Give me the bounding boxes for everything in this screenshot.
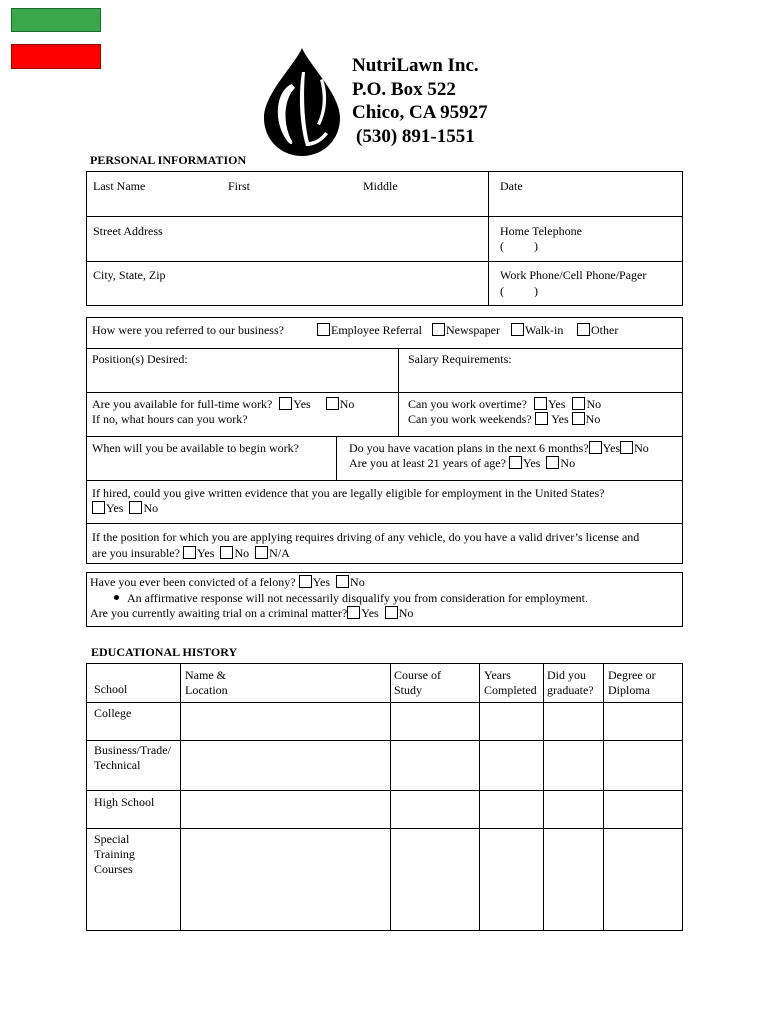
header-degree-diploma: Degree or Diploma bbox=[608, 668, 656, 697]
divider bbox=[180, 663, 181, 931]
positions-desired-label: Position(s) Desired: bbox=[92, 352, 188, 366]
trial-yes-checkbox[interactable] bbox=[347, 606, 360, 619]
felony-yes-checkbox[interactable] bbox=[299, 575, 312, 588]
middle-name-label: Middle bbox=[363, 179, 398, 193]
city-state-zip-label: City, State, Zip bbox=[93, 268, 166, 282]
header-school: School bbox=[94, 682, 128, 696]
header-course-of-study: Course of Study bbox=[394, 668, 441, 697]
divider bbox=[488, 171, 489, 306]
company-city: Chico, CA 95927 bbox=[352, 102, 488, 123]
divider bbox=[86, 740, 683, 741]
driving-yes-checkbox[interactable] bbox=[183, 546, 196, 559]
personal-info-title: PERSONAL INFORMATION bbox=[90, 153, 247, 167]
row-college: College bbox=[94, 706, 132, 720]
divider bbox=[86, 261, 683, 262]
header-did-you-graduate: Did you graduate? bbox=[547, 668, 594, 697]
trial-question: Are you currently awaiting trial on a criminal matter? Yes No bbox=[90, 606, 414, 620]
referral-option-walkin[interactable]: Walk-in bbox=[511, 323, 563, 338]
eligibility-answers: Yes No bbox=[92, 501, 158, 516]
other-checkbox[interactable] bbox=[577, 323, 590, 336]
insurable-question: are you insurable? Yes No N/A bbox=[92, 546, 290, 560]
row-special-training: Special Training Courses bbox=[94, 832, 135, 876]
street-address-label: Street Address bbox=[93, 224, 163, 238]
eligibility-question: If hired, could you give written evidence that you are legally eligible for employment in the United States? bbox=[92, 486, 605, 500]
company-phone: (530) 891-1551 bbox=[356, 125, 475, 147]
green-button[interactable] bbox=[11, 8, 101, 32]
vacation-yes-checkbox[interactable] bbox=[589, 441, 602, 454]
nutrilawn-logo bbox=[262, 46, 342, 158]
driving-question: If the position for which you are applying requires driving of any vehicle, do you have a valid driver’s license and bbox=[92, 530, 640, 544]
divider bbox=[86, 702, 683, 703]
work-phone-label: Work Phone/Cell Phone/Pager bbox=[500, 268, 647, 282]
felony-question: Have you ever been convicted of a felony? Yes No bbox=[90, 575, 365, 589]
divider bbox=[86, 392, 683, 393]
fulltime-question: Are you available for full-time work? Yes No bbox=[92, 397, 355, 411]
driving-no-checkbox[interactable] bbox=[220, 546, 233, 559]
referral-option-employee[interactable]: Employee Referral bbox=[317, 323, 422, 338]
divider bbox=[86, 348, 683, 349]
divider bbox=[86, 523, 683, 524]
red-button[interactable] bbox=[11, 44, 101, 69]
weekends-no-checkbox[interactable] bbox=[572, 412, 585, 425]
weekends-question: Can you work weekends? Yes No bbox=[408, 412, 601, 426]
overtime-yes-checkbox[interactable] bbox=[534, 397, 547, 410]
employee-referral-checkbox[interactable] bbox=[317, 323, 330, 336]
row-high-school: High School bbox=[94, 795, 155, 809]
divider bbox=[86, 216, 683, 217]
education-table bbox=[86, 663, 683, 931]
divider bbox=[86, 436, 683, 437]
divider bbox=[390, 663, 391, 931]
referral-option-newspaper[interactable]: Newspaper bbox=[432, 323, 500, 338]
eligibility-no-checkbox[interactable] bbox=[129, 501, 142, 514]
weekends-yes-checkbox[interactable] bbox=[535, 412, 548, 425]
home-telephone-area: ( ) bbox=[500, 239, 538, 253]
vacation-no-checkbox[interactable] bbox=[620, 441, 633, 454]
divider bbox=[398, 348, 399, 436]
overtime-no-checkbox[interactable] bbox=[572, 397, 585, 410]
salary-requirements-label: Salary Requirements: bbox=[408, 352, 512, 366]
header-name-location: Name & Location bbox=[185, 668, 228, 697]
header-years-completed: Years Completed bbox=[484, 668, 537, 697]
divider bbox=[479, 663, 480, 931]
trial-no-checkbox[interactable] bbox=[385, 606, 398, 619]
driving-na-checkbox[interactable] bbox=[255, 546, 268, 559]
age-no-checkbox[interactable] bbox=[546, 456, 559, 469]
work-phone-area: ( ) bbox=[500, 284, 538, 298]
divider bbox=[336, 436, 337, 480]
divider bbox=[603, 663, 604, 931]
begin-work-question: When will you be available to begin work? bbox=[92, 441, 299, 455]
divider bbox=[543, 663, 544, 931]
eligibility-yes-checkbox[interactable] bbox=[92, 501, 105, 514]
company-header bbox=[352, 54, 488, 148]
referral-question: How were you referred to our business? bbox=[92, 323, 284, 337]
vacation-question: Do you have vacation plans in the next 6 months? Yes No bbox=[349, 441, 649, 455]
hours-question: If no, what hours can you work? bbox=[92, 412, 248, 426]
fulltime-yes-checkbox[interactable] bbox=[279, 397, 292, 410]
felony-note: An affirmative response will not necessarily disqualify you from consideration for employment. bbox=[114, 591, 588, 606]
divider bbox=[86, 480, 683, 481]
bullet-icon bbox=[114, 595, 119, 600]
felony-no-checkbox[interactable] bbox=[336, 575, 349, 588]
overtime-question: Can you work overtime? Yes No bbox=[408, 397, 602, 411]
newspaper-checkbox[interactable] bbox=[432, 323, 445, 336]
age-yes-checkbox[interactable] bbox=[509, 456, 522, 469]
education-title: EDUCATIONAL HISTORY bbox=[91, 645, 238, 659]
first-name-label: First bbox=[228, 179, 251, 193]
divider bbox=[86, 828, 683, 829]
date-label: Date bbox=[500, 179, 523, 193]
walk-in-checkbox[interactable] bbox=[511, 323, 524, 336]
home-telephone-label: Home Telephone bbox=[500, 224, 582, 238]
divider bbox=[86, 790, 683, 791]
referral-option-other[interactable]: Other bbox=[577, 323, 618, 338]
last-name-label: Last Name bbox=[93, 179, 146, 193]
row-business-trade: Business/Trade/ Technical bbox=[94, 743, 171, 772]
company-po-box: P.O. Box 522 bbox=[352, 78, 456, 100]
fulltime-no-checkbox[interactable] bbox=[326, 397, 339, 410]
company-name: NutriLawn Inc. bbox=[352, 55, 479, 76]
age-question: Are you at least 21 years of age? Yes No bbox=[349, 456, 576, 470]
